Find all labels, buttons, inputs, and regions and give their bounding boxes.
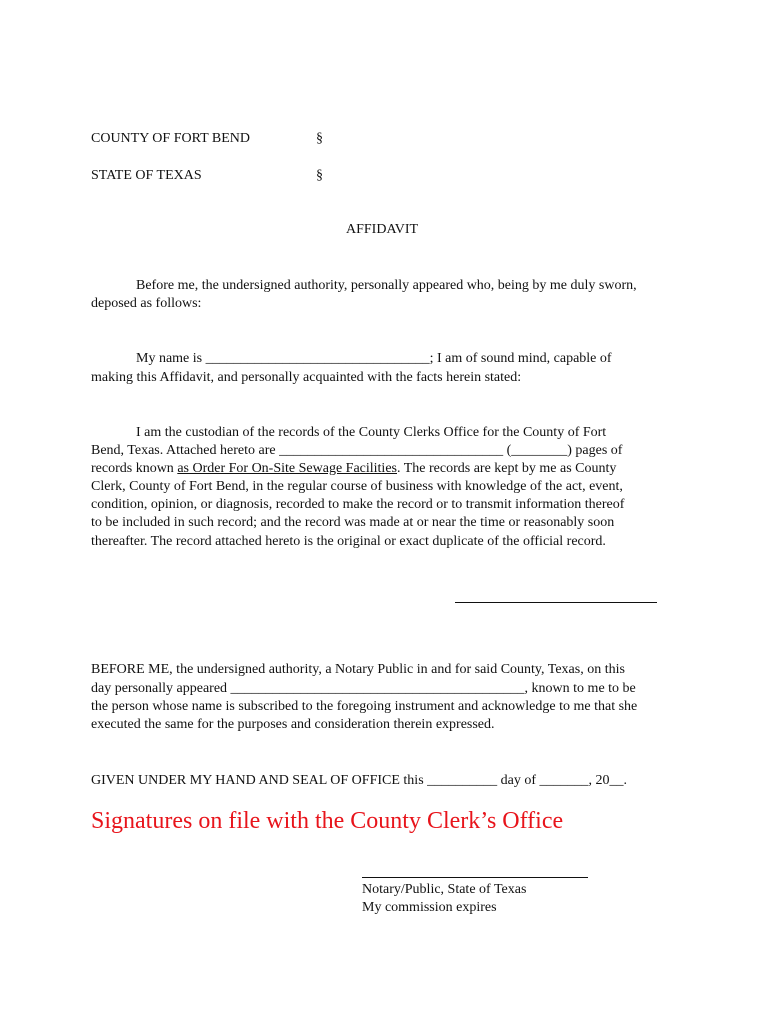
line-prefix: records known [91, 461, 178, 476]
state-heading: STATE OF TEXAS [91, 168, 202, 183]
commission-expires-label: My commission expires [362, 900, 497, 915]
section-mark: § [316, 168, 323, 183]
paragraph-line: making this Affidavit, and personally acquainted with the facts herein stated: [91, 370, 522, 385]
document-title: AFFIDAVIT [346, 222, 419, 237]
notary-signature-line [362, 877, 588, 878]
paragraph-line: My name is ________________________________; I am of sound mind, capable of [136, 351, 612, 366]
records-title: as Order For On-Site Sewage Facilities [177, 461, 397, 476]
paragraph-line: day personally appeared __________________________________________, known to me to be [91, 681, 636, 696]
paragraph-line: BEFORE ME, the undersigned authority, a Notary Public in and for said County, Texas, on this [91, 662, 625, 677]
section-mark: § [316, 131, 323, 146]
paragraph-line: thereafter. The record attached hereto is the original or exact duplicate of the official record. [91, 534, 606, 549]
notary-title: Notary/Public, State of Texas [362, 882, 527, 897]
paragraph-line: executed the same for the purposes and consideration therein expressed. [91, 717, 495, 732]
line-suffix: . The records are kept by me as County [397, 461, 617, 476]
given-under-hand-line: GIVEN UNDER MY HAND AND SEAL OF OFFICE this __________ day of _______, 20__. [91, 773, 628, 788]
paragraph-line: Before me, the undersigned authority, personally appeared who, being by me duly sworn, [136, 278, 637, 293]
paragraph-line: condition, opinion, or diagnosis, recorded to make the record or to transmit information thereof [91, 497, 625, 512]
paragraph-line: deposed as follows: [91, 296, 202, 311]
affiant-signature-line [455, 602, 657, 603]
county-heading: COUNTY OF FORT BEND [91, 131, 251, 146]
signature-on-file-note: Signatures on file with the County Clerk’s Office [91, 808, 564, 834]
paragraph-line: Bend, Texas. Attached hereto are ________________________________ (________) pages of [91, 443, 623, 458]
paragraph-line [91, 460, 616, 478]
paragraph-line: to be included in such record; and the record was made at or near the time or reasonably soon [91, 515, 615, 530]
paragraph-line: I am the custodian of the records of the County Clerks Office for the County of Fort [136, 425, 607, 440]
paragraph-line: Clerk, County of Fort Bend, in the regular course of business with knowledge of the act, event, [91, 479, 623, 494]
paragraph-line: the person whose name is subscribed to the foregoing instrument and acknowledge to me that she [91, 699, 638, 714]
